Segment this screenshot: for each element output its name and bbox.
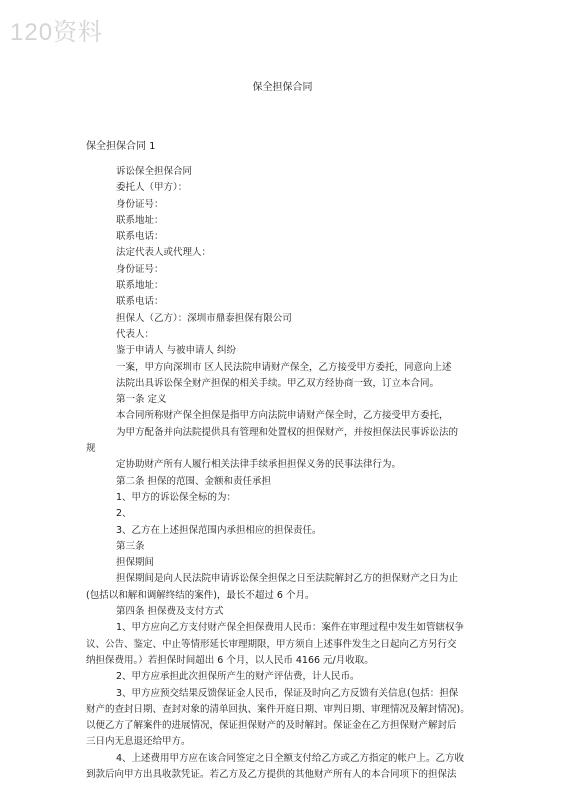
contract-line: 三日内无息退还给甲方。 <box>86 736 191 748</box>
contract-line: 议、公告、鉴定、中止等情形延长审理期限，甲方须自上述事件发生之日起向乙方另行交 <box>86 638 457 650</box>
contract-line: 联系电话： <box>116 231 164 243</box>
contract-line: 4、上述费用甲方应在该合同签定之日全额支付给乙方或乙方指定的帐户上。乙方收 <box>116 752 465 764</box>
contract-line: 身份证号： <box>116 198 164 210</box>
contract-line: 诉讼保全担保合同 <box>116 166 193 177</box>
contract-line: 身份证号： <box>116 263 164 275</box>
contract-line: 到款后向甲方出具收款凭证。若乙方及乙方提供的其他财产所有人的本合同项下的担保法 <box>86 768 457 780</box>
contract-line: 3、甲方应预交结果反馈保证金人民币，保证及时向乙方反馈有关信息(包括：担保 <box>116 687 459 699</box>
contract-line: 2、 <box>116 508 132 520</box>
contract-line: 1、甲方应向乙方支付财产保全担保费用人民币：案件在审理过程中发生如管辖权争 <box>116 622 465 634</box>
contract-line: 财产的查封日期、查封对象的清单回执、案件开庭日期、审判日期、审理情况及解封情况)。 <box>86 703 470 715</box>
contract-line: 代表人： <box>116 328 155 340</box>
document-title: 保全担保合同 <box>252 82 313 93</box>
contract-line: 3、乙方在上述担保范围内承担相应的担保责任。 <box>116 524 322 536</box>
contract-line: 1、甲方的诉讼保全标的为： <box>116 491 237 503</box>
contract-line: 第一条 定义 <box>116 394 167 406</box>
section-title: 保全担保合同 1 <box>86 141 156 152</box>
contract-line: 担保期间 <box>116 557 155 569</box>
contract-body <box>86 164 486 783</box>
contract-line: 第二条 担保的范围、金额和责任承担 <box>116 475 272 487</box>
contract-line: 第四条 担保费及支付方式 <box>116 606 224 618</box>
contract-line: 联系地址： <box>116 214 164 226</box>
watermark-logo: 120资料 <box>10 19 104 46</box>
contract-line: 联系电话： <box>116 296 164 308</box>
contract-line: 法院出具诉讼保全财产担保的相关手续。甲乙双方经协商一致，订立本合同。 <box>116 377 440 389</box>
contract-line: 担保期间是向人民法院申请诉讼保全担保之日至法院解封乙方的担保财产之日为止 <box>116 573 459 585</box>
contract-line: 法定代表人或代理人： <box>116 247 212 259</box>
contract-line: 担保人（乙方）：深圳市鼎泰担保有限公司 <box>116 312 292 324</box>
contract-line: 为甲方配备并向法院提供具有管理和处置权的担保财产，并按担保法民事诉讼法的 <box>116 426 459 438</box>
contract-line: 本合同所称财产保全担保是指甲方向法院申请财产保全时，乙方接受甲方委托， <box>116 410 449 422</box>
contract-line: 2、甲方应承担此次担保所产生的财产评估费，计人民币。 <box>116 671 360 683</box>
contract-line: (包括以和解和调解终结的案件)，最长不超过 6 个月。 <box>86 589 315 601</box>
contract-line: 联系地址： <box>116 280 164 292</box>
contract-line: 鉴于申请人 与被申请人 纠纷 <box>116 345 237 357</box>
contract-line: 以便乙方了解案件的进展情况，保证担保财产的及时解封。保证金在乙方担保财产解封后 <box>86 720 457 732</box>
contract-line: 定协助财产所有人履行相关法律手续承担担保义务的民事法律行为。 <box>116 459 402 471</box>
contract-line: 第三条 <box>116 540 145 552</box>
contract-line: 一案，甲方向深圳市 区人民法院申请财产保全，乙方接受甲方委托，同意向上述 <box>116 361 452 373</box>
contract-line: 规 <box>86 443 96 455</box>
contract-line: 纳担保费用。）若担保时间超出 6 个月，以人民币 4166 元/月收取。 <box>86 654 374 666</box>
contract-line: 委托人（甲方）： <box>116 182 188 194</box>
